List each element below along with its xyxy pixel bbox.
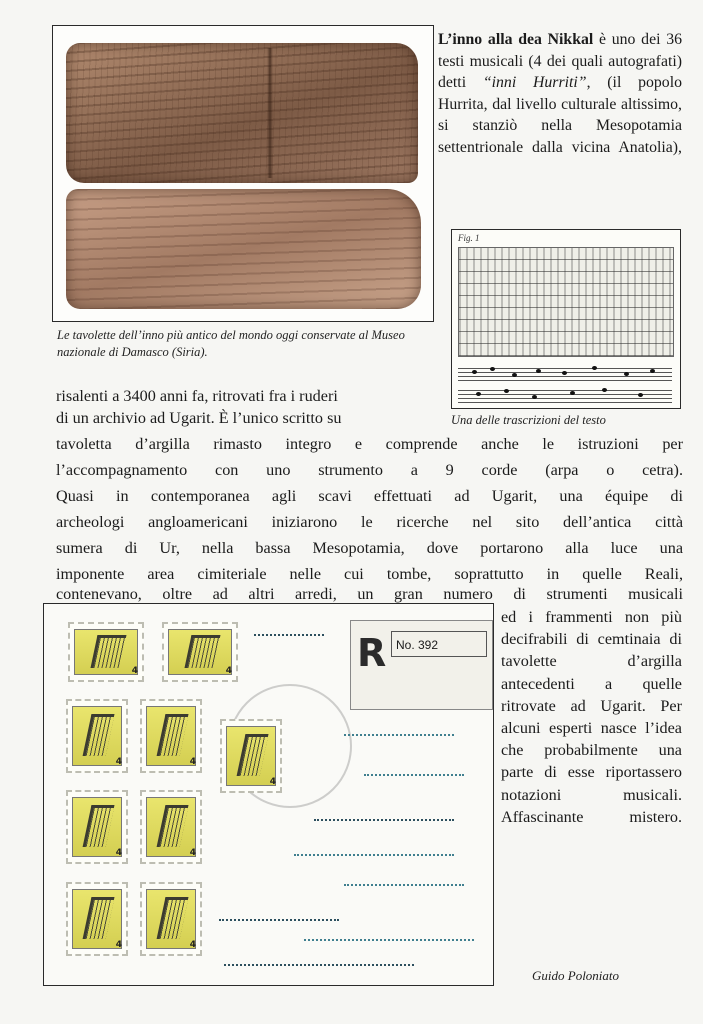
body-line: contenevano, oltre ad altri arredi, un gran numero di strumenti musicali bbox=[56, 585, 683, 603]
music-note bbox=[562, 371, 567, 375]
music-note bbox=[504, 389, 509, 393]
harp-icon bbox=[237, 734, 269, 776]
score-cuneiform-panel bbox=[458, 247, 674, 357]
harp-icon bbox=[157, 714, 189, 756]
handwriting-line bbox=[314, 809, 454, 821]
music-note bbox=[570, 391, 575, 395]
harp-icon bbox=[83, 805, 115, 847]
music-note bbox=[602, 388, 607, 392]
harp-stamp bbox=[140, 699, 202, 773]
photo-caption: Le tavolette dell’inno più antico del mondo oggi conservate al Museo nazionale di Damasco (Siria). bbox=[57, 328, 405, 359]
author-signature: Guido Poloniato bbox=[532, 968, 620, 983]
harp-stamp bbox=[68, 622, 144, 682]
stamp-value: 4 bbox=[115, 940, 122, 950]
tablet-crack bbox=[267, 48, 273, 178]
intro-title: L’inno alla dea Nikkal bbox=[438, 31, 594, 48]
music-note bbox=[532, 395, 537, 399]
body-line: di un archivio ad Ugarit. È l’unico scritto su bbox=[56, 409, 342, 427]
music-note bbox=[476, 392, 481, 396]
harp-stamp bbox=[66, 882, 128, 956]
handwriting-line bbox=[224, 954, 414, 966]
harp-stamp bbox=[66, 699, 128, 773]
music-note bbox=[472, 370, 477, 374]
clay-tablet-upper bbox=[66, 43, 418, 183]
stamp-value: 4 bbox=[225, 666, 232, 676]
music-note bbox=[650, 369, 655, 373]
handwriting-line bbox=[344, 874, 464, 886]
handwriting-line bbox=[254, 624, 324, 636]
harp-stamp bbox=[66, 790, 128, 864]
harp-icon bbox=[157, 897, 189, 939]
harp-stamp bbox=[140, 790, 202, 864]
score-fig-label: Fig. 1 bbox=[458, 233, 480, 243]
harp-stamp bbox=[162, 622, 238, 682]
stamp-value: 4 bbox=[131, 666, 138, 676]
handwriting-line bbox=[219, 909, 339, 921]
harp-icon bbox=[83, 897, 115, 939]
body-line: imponente area cimiteriale nelle cui tombe, soprattutto in quelle Reali, bbox=[56, 565, 683, 583]
stamp-value: 4 bbox=[189, 940, 196, 950]
intro-italic: “inni Hurriti” bbox=[482, 74, 587, 91]
harp-stamp bbox=[140, 882, 202, 956]
handwriting-line bbox=[304, 929, 474, 941]
body-line: l’accompagnamento con uno strumento a 9 corde (arpa o cetra). bbox=[56, 461, 683, 479]
harp-stamp bbox=[220, 719, 282, 793]
music-note bbox=[624, 372, 629, 376]
registered-r-mark: R bbox=[357, 631, 387, 675]
handwriting-line bbox=[294, 844, 454, 856]
intro-text-b: , (il popolo Hurrita, dal livello culturale altissimo, si stanziò nella Mesopotamia settentrionale dalla vicina Anatolia), bbox=[438, 74, 682, 156]
body-line: sumera di Ur, nella bassa Mesopotamia, dove portarono alla luce una bbox=[56, 539, 683, 557]
right-column-paragraph: ed i frammenti non più decifrabili di cemtinaia di tavolette d’argilla antecedenti a quelle ritrovate ad Ugarit. Per alcuni esperti nasce l’idea che probabilmente una parte di esse riportassero notazioni musicali. Affascinante mistero. bbox=[501, 608, 682, 826]
music-note bbox=[638, 393, 643, 397]
harp-icon bbox=[90, 635, 126, 668]
handwriting-line bbox=[344, 724, 454, 736]
stamp-value: 4 bbox=[189, 848, 196, 858]
tablets-photo bbox=[52, 25, 434, 322]
harp-icon bbox=[157, 805, 189, 847]
clay-tablet-lower bbox=[66, 189, 421, 309]
score-caption: Una delle trascrizioni del testo bbox=[451, 413, 606, 427]
music-note bbox=[490, 367, 495, 371]
music-note bbox=[592, 366, 597, 370]
music-note bbox=[512, 373, 517, 377]
body-line: archeologi angloamericani iniziarono le ricerche nel sito dell’antica città bbox=[56, 513, 683, 531]
registered-mail-label bbox=[350, 620, 493, 710]
body-line: risalenti a 3400 anni fa, ritrovati fra i ruderi bbox=[56, 387, 338, 405]
stamp-value: 4 bbox=[115, 757, 122, 767]
harp-icon bbox=[83, 714, 115, 756]
registration-number: No. 392 bbox=[391, 631, 487, 657]
music-note bbox=[536, 369, 541, 373]
intro-paragraph bbox=[438, 29, 682, 158]
stamp-value: 4 bbox=[115, 848, 122, 858]
body-line: Quasi in contemporanea agli scavi effettuati ad Ugarit, una équipe di bbox=[56, 487, 683, 505]
stamp-value: 4 bbox=[269, 777, 276, 787]
harp-icon bbox=[184, 635, 220, 668]
body-line: tavoletta d’argilla rimasto integro e comprende anche le istruzioni per bbox=[56, 435, 683, 453]
score-transcription-image bbox=[451, 229, 681, 409]
handwriting-line bbox=[364, 764, 464, 776]
envelope-stamps-image bbox=[43, 603, 494, 986]
intro-text-a: è uno dei 36 testi musicali (4 dei quali autografati) detti bbox=[438, 31, 682, 91]
stamp-value: 4 bbox=[189, 757, 196, 767]
